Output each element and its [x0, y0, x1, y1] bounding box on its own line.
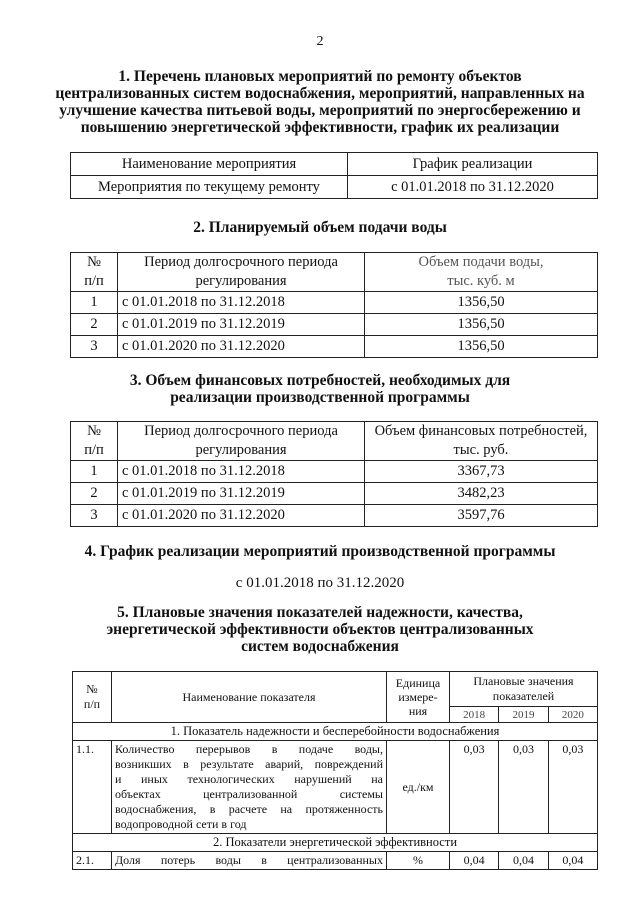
- indicator-line: водопроводной сети в год: [115, 817, 247, 831]
- group-cell: 2. Показатели энергетической эффективности: [73, 834, 598, 852]
- indicator-line: возникших в результате аварий, повреждений: [115, 757, 383, 771]
- section-1-title: [40, 68, 600, 136]
- financial-needs-table: [70, 421, 598, 527]
- table-header-row: [71, 253, 598, 292]
- table-cell: 3: [71, 336, 118, 358]
- header-text: п/п: [84, 273, 104, 289]
- header-cell: [365, 253, 598, 292]
- header-text: Единица: [395, 676, 441, 690]
- table-cell: 0,03: [499, 741, 548, 834]
- table-cell: [112, 852, 387, 870]
- header-cell: [450, 672, 598, 707]
- header-text: Объем финансовых потребностей,: [374, 423, 588, 439]
- header-cell: Наименование мероприятия: [71, 153, 348, 176]
- header-text: Период долгосрочного периода: [144, 423, 338, 439]
- header-cell: [71, 253, 118, 292]
- header-cell: [118, 253, 365, 292]
- table-header-row: [73, 672, 598, 707]
- header-cell: [73, 672, 112, 723]
- header-text: регулирования: [195, 273, 287, 289]
- table-row: [71, 461, 598, 483]
- indicator-line: водоснабжения, в расчете на протяженность: [115, 802, 383, 816]
- header-text: №: [87, 254, 101, 270]
- table-cell: 1: [71, 461, 118, 483]
- title-line: 4. График реализации мероприятий производственной программы: [84, 543, 556, 560]
- table-cell: с 01.01.2018 по 31.12.2018: [118, 292, 365, 314]
- table-cell: 2: [71, 314, 118, 336]
- table-cell: 1356,50: [365, 292, 598, 314]
- section-4-title: [40, 543, 600, 560]
- table-row: [73, 741, 598, 834]
- group-row: [73, 723, 598, 741]
- section-3-title: [40, 372, 600, 406]
- title-line: 5. Плановые значения показателей надежности, качества,: [117, 604, 523, 621]
- section-2-title: [40, 219, 600, 236]
- activities-table: [70, 152, 598, 199]
- table-cell: с 01.01.2019 по 31.12.2019: [118, 483, 365, 505]
- header-cell: [387, 672, 450, 723]
- header-text: тыс. куб. м: [447, 273, 515, 289]
- header-text: ния: [408, 704, 428, 718]
- table-cell: Мероприятия по текущему ремонту: [71, 176, 348, 199]
- header-cell: График реализации: [348, 153, 598, 176]
- header-text: измере-: [398, 690, 438, 704]
- indicator-line: Количество перерывов в подаче воды,: [115, 742, 383, 756]
- table-cell: ед./км: [387, 741, 450, 834]
- title-line: 3. Объем финансовых потребностей, необходимых для: [129, 372, 511, 389]
- table-cell: 3367,73: [365, 461, 598, 483]
- title-line: повышению энергетической эффективности, график их реализации: [80, 119, 560, 136]
- table-cell: с 01.01.2019 по 31.12.2019: [118, 314, 365, 336]
- table-cell: 0,03: [548, 741, 597, 834]
- table-row: [71, 292, 598, 314]
- table-cell: 3482,23: [365, 483, 598, 505]
- header-text: тыс. руб.: [453, 442, 509, 458]
- table-row: [73, 852, 598, 870]
- table-cell: 3597,76: [365, 505, 598, 527]
- section-5-title: [40, 604, 600, 655]
- table-cell: с 01.01.2020 по 31.12.2020: [118, 336, 365, 358]
- header-text: Объем подачи воды,: [418, 254, 544, 270]
- table-cell: с 01.01.2018 по 31.12.2020: [348, 176, 598, 199]
- table-cell: 0,04: [499, 852, 548, 870]
- table-row: [71, 314, 598, 336]
- table-cell: 1.1.: [73, 741, 112, 834]
- table-header-row: [71, 153, 598, 176]
- table-cell: 1: [71, 292, 118, 314]
- page-number: 2: [316, 34, 324, 49]
- group-cell: 1. Показатель надежности и бесперебойности водоснабжения: [73, 723, 598, 741]
- table-row: [71, 176, 598, 199]
- title-line: реализации производственной программы: [170, 389, 470, 406]
- title-line: энергетической эффективности объектов централизованных: [106, 621, 534, 638]
- table-cell: 2: [71, 483, 118, 505]
- table-cell: %: [387, 852, 450, 870]
- title-line: централизованных систем водоснабжения, мероприятий, направленных на: [55, 85, 585, 102]
- header-text: п/п: [83, 697, 101, 711]
- table-cell: с 01.01.2018 по 31.12.2018: [118, 461, 365, 483]
- section-4-period: с 01.01.2018 по 31.12.2020: [235, 575, 405, 591]
- indicator-line: Доля потерь воды в централизованных: [115, 853, 383, 867]
- title-line: 1. Перечень плановых мероприятий по ремонту объектов: [118, 68, 522, 85]
- year-cell: 2020: [548, 707, 597, 723]
- indicator-line: и иных технологических нарушений на: [115, 772, 383, 786]
- table-row: [71, 336, 598, 358]
- group-row: [73, 834, 598, 852]
- title-line: систем водоснабжения: [241, 638, 399, 655]
- header-text: Период долгосрочного периода: [144, 254, 338, 270]
- table-cell: 0,03: [450, 741, 499, 834]
- table-header-row: [71, 422, 598, 461]
- indicators-table: [72, 671, 598, 870]
- table-row: [71, 483, 598, 505]
- indicator-line: объектах централизованной системы: [115, 787, 383, 801]
- header-cell: Наименование показателя: [112, 672, 387, 723]
- table-cell: 2.1.: [73, 852, 112, 870]
- header-text: №: [86, 682, 98, 696]
- table-cell: 1356,50: [365, 314, 598, 336]
- header-text: регулирования: [195, 442, 287, 458]
- header-text: №: [87, 423, 101, 439]
- header-cell: [365, 422, 598, 461]
- header-text: п/п: [84, 442, 104, 458]
- water-supply-table: [70, 252, 598, 358]
- table-cell: 0,04: [548, 852, 597, 870]
- table-cell: [112, 741, 387, 834]
- header-cell: [71, 422, 118, 461]
- year-cell: 2019: [499, 707, 548, 723]
- title-line: улучшение качества питьевой воды, мероприятий по энергосбережению и: [59, 102, 581, 119]
- year-cell: 2018: [450, 707, 499, 723]
- title-line: 2. Планируемый объем подачи воды: [193, 219, 447, 236]
- header-text: показателей: [492, 689, 555, 704]
- header-cell: [118, 422, 365, 461]
- header-text: Плановые значения: [473, 674, 574, 689]
- table-cell: 3: [71, 505, 118, 527]
- table-row: [71, 505, 598, 527]
- table-cell: 1356,50: [365, 336, 598, 358]
- table-cell: 0,04: [450, 852, 499, 870]
- table-cell: с 01.01.2020 по 31.12.2020: [118, 505, 365, 527]
